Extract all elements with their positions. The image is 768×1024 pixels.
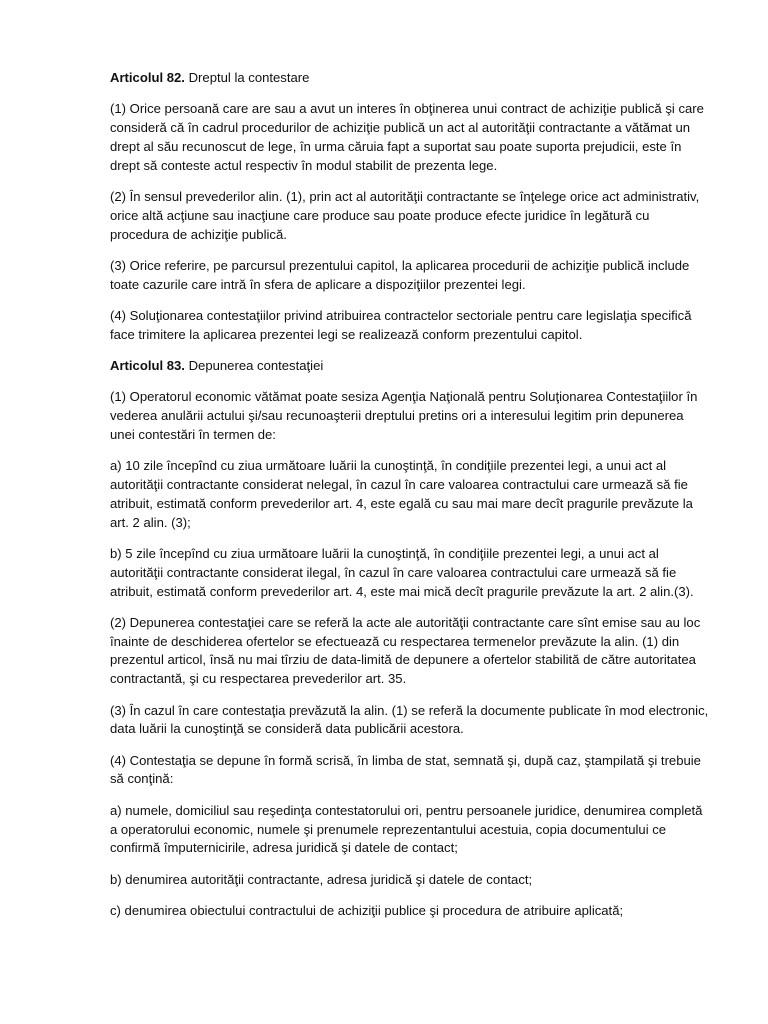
article-83-paragraph-3: (3) În cazul în care contestaţia prevăzută la alin. (1) se referă la documente publicate în mod electronic, data luării la cunoştinţă se consideră data publicării acestora. xyxy=(110,702,709,737)
document-page xyxy=(110,69,710,933)
article-82-heading xyxy=(110,69,710,88)
article-83-heading xyxy=(110,357,710,376)
article-83-paragraph-2: (2) Depunerea contestaţiei care se referă la acte ale autorităţii contractante care sînt emise sau au loc înainte de deschiderea ofertelor se efectuează cu respectarea termenelor prevăzute la alin. (1) din prezentul articol, însă nu mai tîrziu de data-limită de depunere a ofertelor stabilită de către autoritatea contractantă, şi cu respectarea prevederilor art. 35. xyxy=(110,614,701,687)
article-83-paragraph-1a: a) 10 zile începînd cu ziua următoare luării la cunoştinţă, în condiţiile prezentei legi, a unui act al autorităţii contractante considerat nelegal, în cazul în care valoarea contractului care urmează să fie atribuit, estimată conform prevederilor art. 4, este egală cu sau mai mare decît pragurile prevăzute la art. 2 alin. (3); xyxy=(110,458,693,530)
article-82-number: Articolul 82. xyxy=(110,70,185,85)
article-82-paragraph-3: (3) Orice referire, pe parcursul prezentului capitol, la aplicarea procedurii de achiziţie publică include toate cazurile care intră în sfera de aplicare a dispoziţiilor prezentei legi. xyxy=(110,257,690,292)
article-83-paragraph-4c: c) denumirea obiectului contractului de achiziţii publice şi procedura de atribuire aplicată; xyxy=(110,902,624,918)
article-83-number: Articolul 83. xyxy=(110,358,185,374)
article-83-paragraph-4a: a) numele, domiciliul sau reşedinţa contestatorului ori, pentru persoanele juridice, denumirea completă a operatorului economic, numele şi prenumele reprezentantului acestuia, copia documentului ce confirmă împuternicirile, adresa juridică şi datele de contact; xyxy=(110,802,703,856)
article-83-title: Depunerea contestaţiei xyxy=(184,358,324,374)
article-82-paragraph-1: (1) Orice persoană care are sau a avut un interes în obţinerea unui contract de achiziţie publică şi care consideră că în cadrul procedurilor de achiziţie publică un act al autorităţii contractante a vătămat un drept al său recunoscut de lege, în urma căruia fapt a suportat sau poate suporta prejudicii, este în drept să conteste actul respectiv în modul stabilit de prezenta lege. xyxy=(110,101,704,173)
article-82-title: Dreptul la contestare xyxy=(184,70,310,85)
article-83-paragraph-1b: b) 5 zile începînd cu ziua următoare luării la cunoştinţă, în condiţiile prezentei legi, a unui act al autorităţii contractante considerat ilegal, în cazul în care valoarea contractului care urmează să fie atribuit, estimată conform prevederilor art. 4, este mai mică decît pragurile prevăzute la art. 2 alin.(3). xyxy=(110,545,694,599)
article-83-paragraph-4: (4) Contestaţia se depune în formă scrisă, în limba de stat, semnată şi, după caz, ştampilată şi trebuie să conţină: xyxy=(110,752,701,787)
article-82-paragraph-2: (2) În sensul prevederilor alin. (1), prin act al autorităţii contractante se înţelege orice act administrativ, orice altă acţiune sau inacţiune care produce sau poate produce efecte juridice în legătură cu procedura de achiziţie publică. xyxy=(110,188,700,242)
article-83-paragraph-1: (1) Operatorul economic vătămat poate sesiza Agenţia Naţională pentru Soluţionarea Contestaţiilor în vederea anulării actului şi/sau recunoaşterii dreptului pretins ori a interesului legitim prin depunerea unei contestări în termen de: xyxy=(110,389,698,442)
article-82-paragraph-4: (4) Soluţionarea contestaţiilor privind atribuirea contractelor sectoriale pentru care legislaţia specifică face trimitere la aplicarea prezentei legi se realizează conform prezentului capitol. xyxy=(110,307,692,342)
article-83-paragraph-4b: b) denumirea autorităţii contractante, adresa juridică şi datele de contact; xyxy=(110,871,533,887)
